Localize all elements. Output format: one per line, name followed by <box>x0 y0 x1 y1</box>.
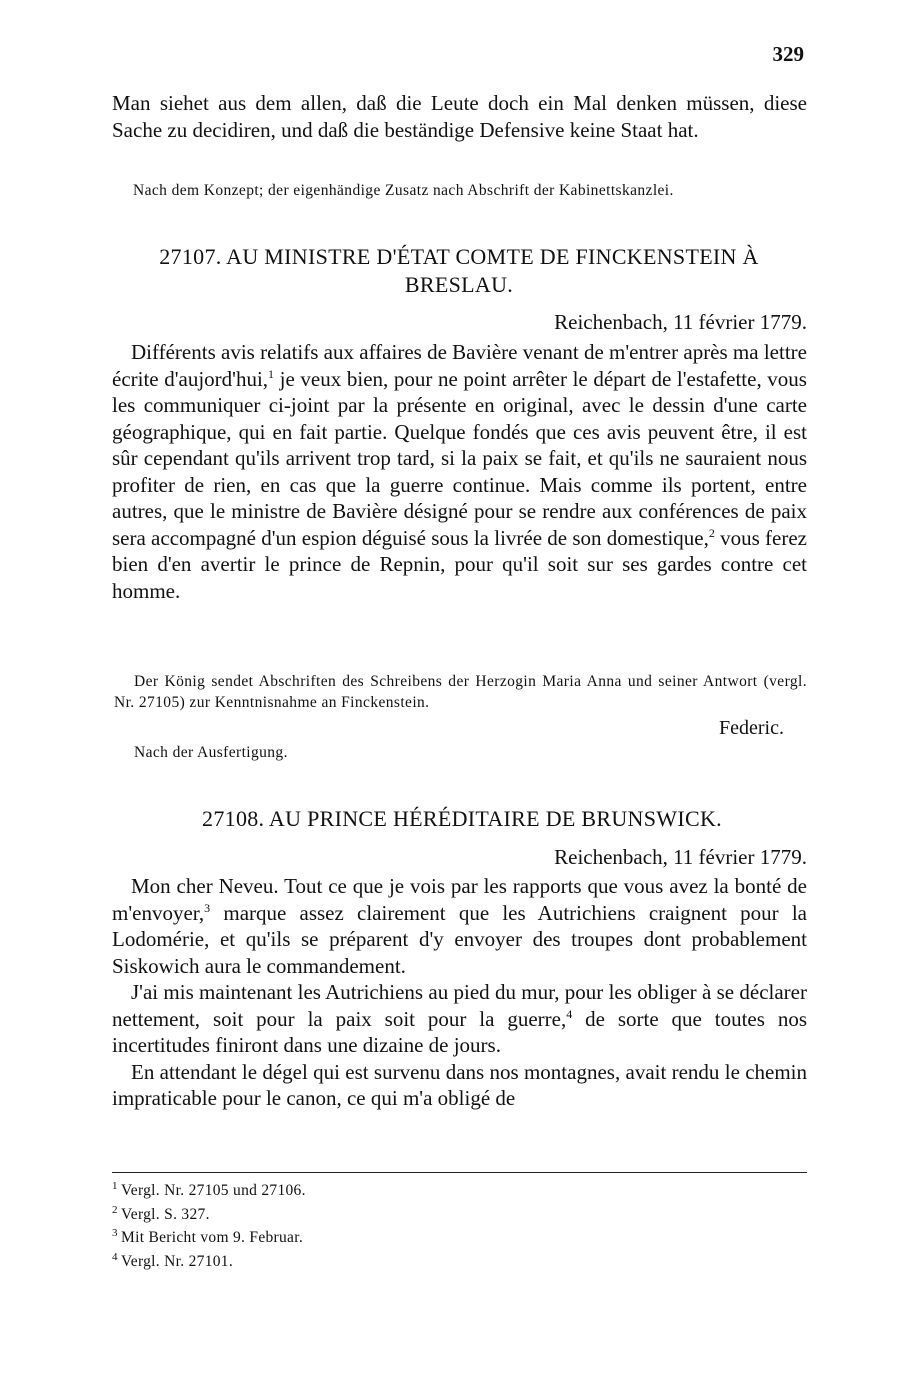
intro-source-note: Nach dem Konzept; der eigenhändige Zusatz nach Abschrift der Kabinettskanzlei. <box>133 182 674 199</box>
letter-27107-source-note: Nach der Ausfertigung. <box>134 744 288 761</box>
page-number: 329 <box>772 42 804 66</box>
intro-text: Man siehet aus dem allen, daß die Leute doch ein Mal denken müssen, diese Sache zu decidiren, und daß die beständige Defensive keine Staat hat. <box>112 91 807 142</box>
footnote-2-text: Vergl. S. 327. <box>121 1205 210 1223</box>
letter-27107-body <box>112 339 807 604</box>
letter-27107-place-date: Reichenbach, 11 février 1779. <box>554 310 807 334</box>
letter-27108-heading: 27108. AU PRINCE HÉRÉDITAIRE DE BRUNSWICK. <box>202 806 722 831</box>
letter-27108-paragraph-1 <box>112 873 807 979</box>
footnote-ref-4: 4 <box>566 1006 573 1021</box>
footnote-3-text: Mit Bericht vom 9. Februar. <box>121 1229 304 1247</box>
letter-27108-body <box>112 873 807 1112</box>
letter-27108-place-date: Reichenbach, 11 février 1779. <box>554 845 807 869</box>
letter-27108-paragraph-2 <box>112 979 807 1059</box>
letter-27108-paragraph-3: En attendant le dégel qui est survenu dans nos montagnes, avait rendu le chemin impraticable pour le canon, ce qui m'a obligé de <box>112 1059 807 1110</box>
letter-27108-p2-start: J'ai mis maintenant les Autrichiens au pied du mur, pour les obliger à se déclarer nettement, soit pour la paix soit pour la guerre, <box>112 980 807 1031</box>
letter-27108-p1-start: Mon cher Neveu. Tout ce que je vois par les rapports que vous avez la bonté de m'envoyer, <box>112 874 807 925</box>
footnote-2-mark: 2 <box>112 1203 118 1216</box>
letter-27108-p1-end: marque assez clairement que les Autrichiens craignent pour la Lodomérie, et qu'ils se préparent d'y envoyer des troupes dont probablement Siskowich aura le commandement. <box>112 900 807 978</box>
footnote-ref-3: 3 <box>204 900 211 915</box>
intro-paragraph <box>112 90 807 143</box>
letter-27107-body-start: Différents avis relatifs aux affaires de Bavière venant de m'entrer après ma lettre écrite d'aujord'hui, <box>112 340 807 391</box>
letter-27108-p2-end: de sorte que toutes nos incertitudes finiront dans une dizaine de jours. <box>112 1006 807 1057</box>
footnote-2 <box>112 1201 807 1225</box>
letter-27107-heading: 27107. AU MINISTRE D'ÉTAT COMTE DE FINCKENSTEIN À BRESLAU. <box>159 244 759 297</box>
letter-27107-signature: Federic. <box>719 717 784 739</box>
footnote-ref-1: 1 <box>268 366 275 381</box>
footnote-4-mark: 4 <box>112 1250 118 1263</box>
footnote-3-mark: 3 <box>112 1227 118 1240</box>
footnote-3 <box>112 1224 807 1248</box>
letter-27107-note: Der König sendet Abschriften des Schreibens der Herzogin Maria Anna und seiner Antwort (vergl. Nr. 27105) zur Kenntnisnahme an Finckenstein. <box>114 673 807 711</box>
footnote-1-text: Vergl. Nr. 27105 und 27106. <box>121 1182 306 1200</box>
footnote-4 <box>112 1248 807 1272</box>
footnotes <box>112 1177 807 1272</box>
footnote-1-mark: 1 <box>112 1180 118 1192</box>
footnote-rule <box>112 1172 807 1173</box>
letter-27107-body-mid: je veux bien, pour ne point arrêter le départ de l'estafette, vous les communiquer ci-joint par la présente en original, avec le dessin d'une carte géographique, qui en fait partie. Quelque fondés que ces avis peuvent être, il est sûr cependant qu'ils arrivent trop tard, si la paix se fait, et qu'ils ne sauraient nous profiter de rien, en cas que la guerre continue. Mais comme ils portent, entre autres, que le ministre de Bavière désigné pour se rendre aux conférences de paix sera accompagné d'un espion déguisé sous la livrée de son domestique, <box>112 366 807 550</box>
footnote-ref-2: 2 <box>708 525 715 540</box>
letter-27107-body-end: vous ferez bien d'en avertir le prince de Repnin, pour qu'il soit sur ses gardes contre cet homme. <box>112 525 807 603</box>
footnote-1 <box>112 1177 807 1201</box>
footnote-4-text: Vergl. Nr. 27101. <box>121 1253 234 1271</box>
